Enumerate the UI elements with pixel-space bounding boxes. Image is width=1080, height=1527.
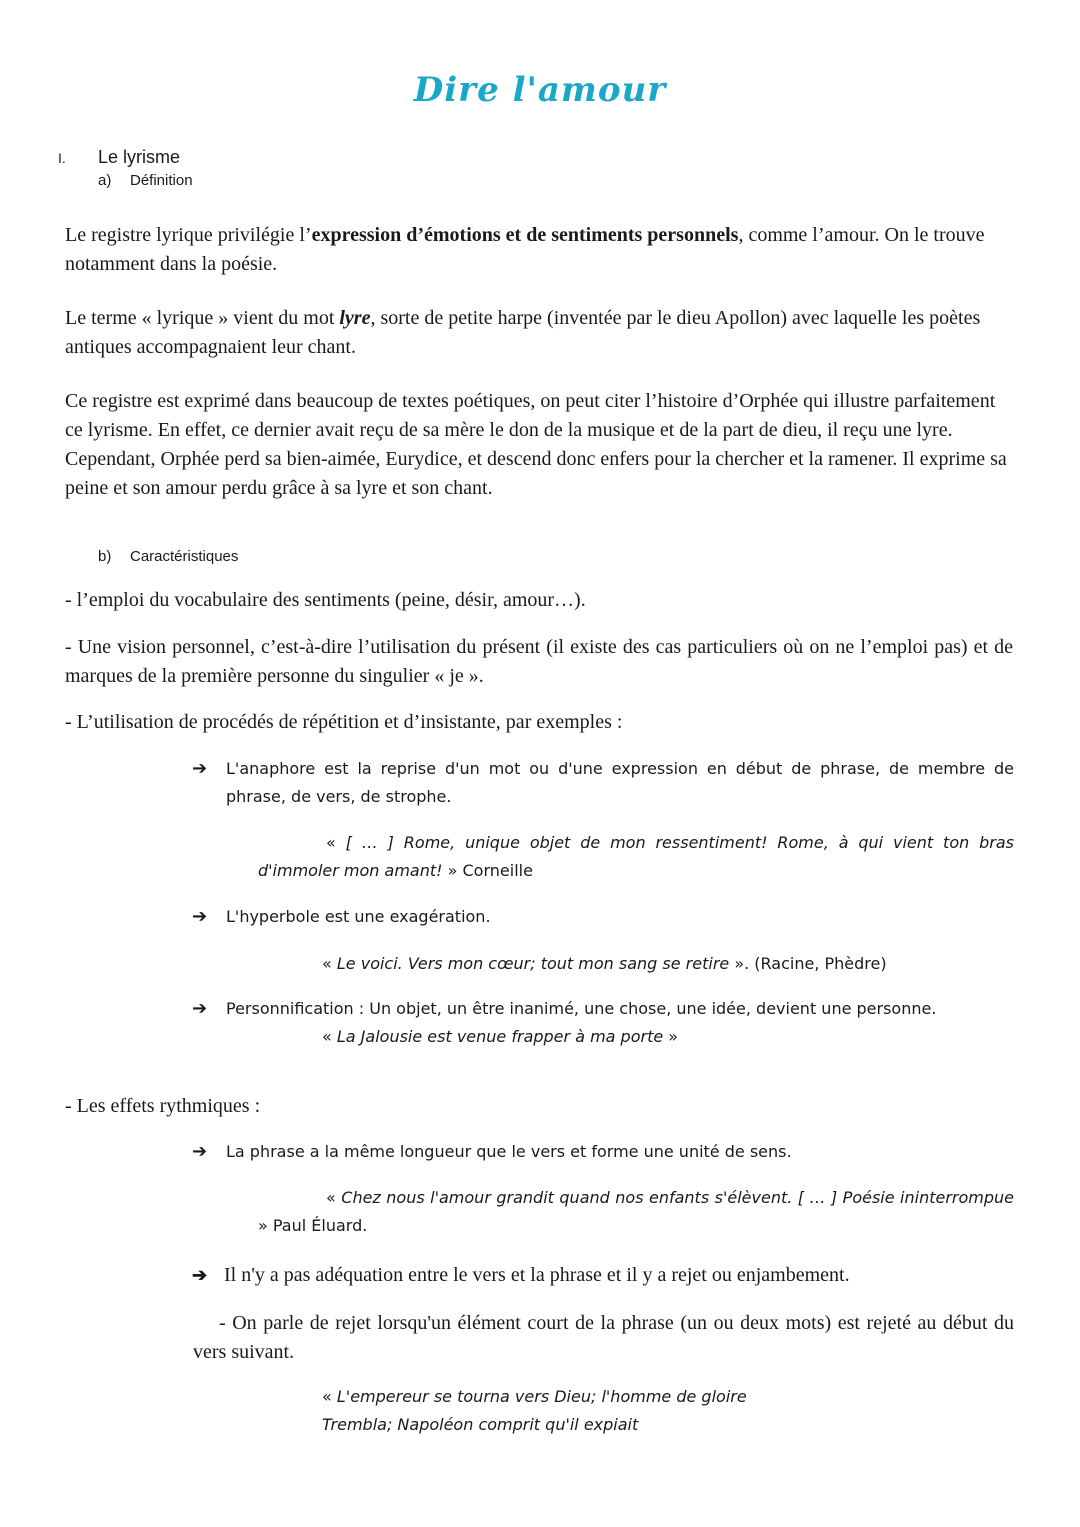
- quote-corneille: « [ … ] Rome, unique objet de mon ressentiment! Rome, à qui vient ton bras d'immoler mon amant! » Corneille: [258, 833, 1014, 880]
- paragraph-definition: Le registre lyrique privilégie l’expression d’émotions et de sentiments personnels, comme l’amour. On le trouve notamment dans la poésie.: [65, 224, 985, 275]
- section-number: I.: [58, 150, 66, 166]
- bullet-text: Personnification : Un objet, un être inanimé, une chose, une idée, devient une personne.: [226, 999, 937, 1018]
- bullet-personnification: [192, 995, 1014, 1023]
- paragraph-etymology: Le terme « lyrique » vient du mot lyre, sorte de petite harpe (inventée par le dieu Apollon) avec laquelle les poètes antiques accompagnaient leur chant.: [65, 307, 981, 358]
- paragraph-orphee: Ce registre est exprimé dans beaucoup de textes poétiques, on peut citer l’histoire d’Orphée qui illustre parfaitement ce lyrisme. En effet, ce dernier avait reçu de sa mère le don de la musique et de la part de dieu, il reçu une lyre. Cependant, Orphée perd sa bien-aimée, Eurydice, et descend donc enfers pour la chercher et la ramener. Il exprime sa peine et son amour perdu grâce à sa lyre et son chant.: [65, 390, 1007, 499]
- quote-racine: « Le voici. Vers mon cœur; tout mon sang se retire ». (Racine, Phèdre): [322, 954, 887, 973]
- paragraph-rejet: - On parle de rejet lorsqu'un élément court de la phrase (un ou deux mots) est rejeté au début du vers suivant.: [193, 1312, 1014, 1363]
- arrow-right-icon: ➔: [192, 1265, 208, 1285]
- bullet-rejet-enjambement: [192, 1261, 1014, 1290]
- arrow-right-icon: ➔: [192, 1141, 208, 1162]
- page-title: Dire l'amour: [413, 70, 667, 110]
- quote-jalousie: « La Jalousie est venue frapper à ma porte »: [322, 1027, 679, 1046]
- quote-text: La Jalousie est venue frapper à ma porte: [336, 1027, 664, 1046]
- section-title: Le lyrisme: [98, 147, 181, 167]
- bullet-phrase-vers: [192, 1138, 1014, 1166]
- characteristic-repetition: - L’utilisation de procédés de répétition et d’insistante, par exemples :: [65, 711, 623, 733]
- bullet-text: L'anaphore est la reprise d'un mot ou d'une expression en début de phrase, de membre de phrase, de vers, de strophe.: [226, 759, 1014, 806]
- subheading-number: a): [98, 172, 112, 189]
- quote-text: [ … ] Rome, unique objet de mon ressentiment! Rome, à qui vient ton bras d'immoler mon amant!: [258, 833, 1014, 880]
- bullet-anaphore: [192, 755, 1014, 811]
- subheading-title: Caractéristiques: [130, 548, 239, 565]
- emphasis-lyre: lyre: [339, 307, 371, 329]
- quote-eluard: « Chez nous l'amour grandit quand nos enfants s'élèvent. [ … ] Poésie ininterrompue » Paul Éluard.: [258, 1188, 1015, 1235]
- characteristic-rythmiques: - Les effets rythmiques :: [65, 1095, 261, 1117]
- subheading-title: Définition: [130, 172, 193, 189]
- arrow-right-icon: ➔: [192, 906, 208, 927]
- quote-text: Le voici. Vers mon cœur; tout mon sang se retire: [336, 954, 730, 973]
- emphasis-bold: expression d’émotions et de sentiments personnels: [311, 224, 739, 246]
- quote-text: Chez nous l'amour grandit quand nos enfants s'élèvent. [ … ] Poésie ininterrompue: [341, 1188, 1015, 1207]
- characteristic-personal-vision: - Une vision personnel, c’est-à-dire l’utilisation du présent (il existe des cas particuliers où on ne l’emploi pas) et de marques de la première personne du singulier « je ».: [65, 636, 1013, 687]
- quote-line-1: L'empereur se tourna vers Dieu; l'homme de gloire: [336, 1387, 747, 1406]
- subheading-caracteristiques: [98, 548, 238, 565]
- subheading-number: b): [98, 548, 112, 565]
- characteristic-vocabulary: - l’emploi du vocabulaire des sentiments (peine, désir, amour…).: [65, 589, 586, 611]
- bullet-hyperbole: [192, 903, 1014, 931]
- bullet-text: Il n'y a pas adéquation entre le vers et la phrase et il y a rejet ou enjambement.: [224, 1264, 850, 1286]
- arrow-right-icon: ➔: [192, 998, 208, 1019]
- section-heading-lyrisme: [58, 147, 180, 168]
- bullet-text: La phrase a la même longueur que le vers et forme une unité de sens.: [226, 1142, 792, 1161]
- quote-line-2: Trembla; Napoléon comprit qu'il expiait: [322, 1415, 639, 1434]
- subheading-definition: [98, 172, 193, 189]
- quote-hugo: « L'empereur se tourna vers Dieu; l'homme de gloire Trembla; Napoléon comprit qu'il expiait: [322, 1387, 747, 1434]
- bullet-text: L'hyperbole est une exagération.: [226, 907, 491, 926]
- arrow-right-icon: ➔: [192, 758, 208, 779]
